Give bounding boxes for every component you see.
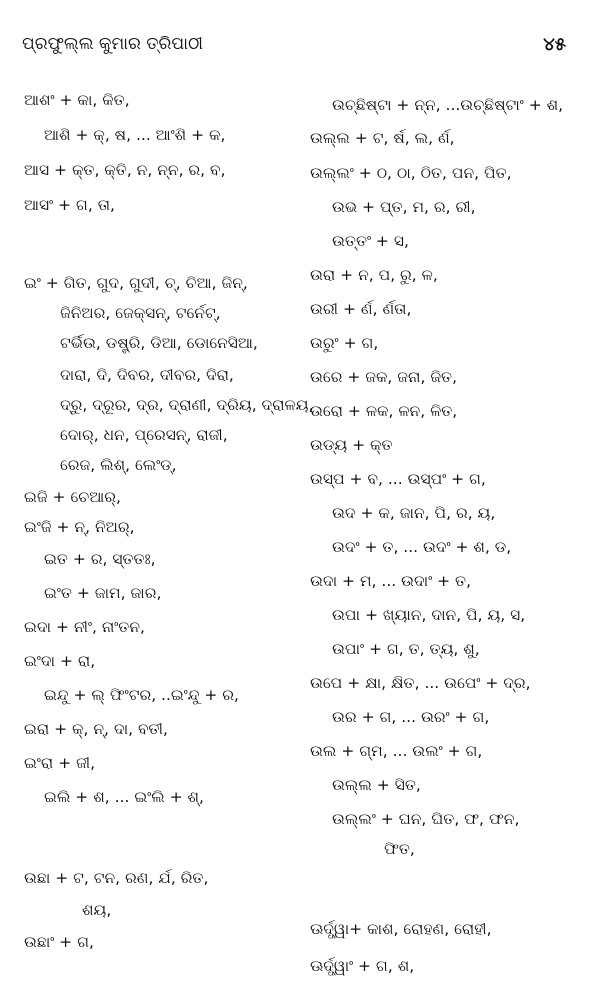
entry-line: ଉରେ + ଜକ, ଜନା, ଜିତ,	[310, 368, 458, 386]
entry-line: ଜିନିଅର, ଜେକ୍ସନ୍, ଟର୍ନେଟ୍,	[60, 304, 221, 322]
entry-line: ଉତ୍ତଂ + ସ,	[332, 232, 409, 250]
entry-line: ଫିତ,	[384, 840, 415, 858]
entry-line: ଇଦା + ନୀଂ, ନାଂତନ,	[24, 618, 145, 636]
entry-line: ଇଲି + ଶ, ... ଇଂଲି + ଶ୍,	[44, 788, 204, 806]
entry-line: ଉଛା + ଟ, ଟନ, ରଣ, ର୍ଯ, ରିତ,	[24, 869, 209, 887]
entry-line: ଉରୁଂ + ଗ,	[310, 334, 379, 352]
entry-line: ଊର୍ଦ୍ଧ୍ୱାଂ + ଗ, ଶ,	[310, 957, 415, 975]
entry-line: ଆସ + କ୍ତ, କ୍ତି, ନ, ନ୍ନ, ର, ବ,	[24, 161, 226, 179]
entry-line: ଉପା + ଖ୍ୟାନ, ଦାନ, ପି, ୟ, ସ,	[332, 606, 526, 624]
entry-line: ଇଂଜି + ନ୍, ନିଅର୍,	[24, 518, 135, 536]
entry-line: ଊର୍ଦ୍ଧ୍ୱା+ କାଶ, ରୋହଣ, ରୋହୀ,	[310, 920, 492, 938]
entry-line: ଆଶି + କ୍, ଷ, ... ଆଂଶି + କ,	[44, 126, 226, 144]
entry-line: ଶୟ,	[82, 901, 112, 919]
entry-line: ଇଂରା + ଜୀ,	[24, 754, 96, 772]
entry-line: ଉଭ + ପ୍ତ, ମ, ର, ରୀ,	[332, 198, 476, 216]
entry-line: ଉଲ୍ଲଂ + ଘନ, ଘିତ, ଫ, ଫନ,	[332, 810, 520, 828]
entry-line: ଉରୀ + ର୍ଣ, ର୍ଣତା,	[310, 300, 412, 318]
entry-line: ଉସ୍ପ + ବ, ... ଉସ୍ପଂ + ଗ,	[310, 470, 486, 488]
entry-line: ଦ୍ରୁ, ଦ୍ରୂର, ଦ୍ର, ଦ୍ରାଣୀ, ଦ୍ରିୟ, ଦ୍ରାଳୟ,	[60, 396, 314, 414]
entry-line: ଉଲ୍ଲ + ସିତ,	[332, 776, 421, 794]
entry-line: ଦୋର୍, ଧନ, ପ୍ରେସନ୍, ରାଜୀ,	[60, 426, 228, 444]
entry-line: ଉଛାଂ + ଗ,	[24, 933, 94, 951]
page-header	[0, 34, 600, 64]
entry-line: ଆସଂ + ଗ, ତା,	[24, 196, 115, 214]
entry-line: ଇତ + ର, ସ୍ତତଃ,	[44, 550, 156, 568]
entry-line: ଉଦ + କ, ଜାନ, ପି, ର, ୟ,	[332, 504, 496, 522]
entry-line: ଇନ୍ଦୁ + ଲ୍ ଫିଂଟର, ..ଇଂନ୍ଦୁ + ର,	[44, 686, 239, 704]
entry-line: ଉପାଂ + ଗ, ତ, ତ୍ୟ, ଶୁ,	[332, 640, 480, 658]
entry-line: ଉଡ୍ୟ + କ୍ତ	[310, 436, 393, 454]
entry-line: ଟର୍ଭିଉ, ଡଷ୍ଟ୍ରି, ଡିଆ, ଡୋନେସିଆ,	[60, 334, 258, 352]
entry-line: ଉଚ୍ଛିଷ୍ଟା + ନ୍ନ, ...ଉଚ୍ଛିଷ୍ଟାଂ + ଶ,	[332, 96, 564, 114]
entry-line: ଉରୋ + ଳକ, ଳନ, ଳିତ,	[310, 402, 458, 420]
entry-line: ଉଦା + ମ, ... ଉଦାଂ + ତ,	[310, 572, 472, 590]
entry-line: ଆଶଂ + କା, କିତ,	[24, 91, 130, 109]
running-title: ପ୍ରଫୁଲ୍ଲ କୁମାର ତ୍ରିପାଠୀ	[22, 34, 203, 54]
entry-line: ଇରା + କ୍, ନ୍, ଦା, ବତୀ,	[24, 720, 168, 738]
entry-line: ଇଂତ + ଜାମ, ଜାର,	[44, 584, 162, 602]
entry-line: ଇଜି + ଚେଆର୍,	[24, 488, 121, 506]
entry-line: ଉଲ + ଗ୍ମ, ... ଉଲଂ + ଗ,	[310, 742, 483, 760]
entry-line: ଉର + ଗ, ... ଉରଂ + ଗ,	[332, 708, 490, 726]
entry-line: ଇଂ + ଗିତ, ଗୁଦ, ଗୁଦୀ, ଚ୍, ଚିଆ, ଜିନ୍,	[24, 274, 248, 292]
page-number: ୪୫	[543, 34, 566, 55]
entry-line: ଉପେ + କ୍ଷା, କ୍ଷିତ, ... ଉପେଂ + ଦ୍ର,	[310, 674, 531, 692]
entry-line: ଦାରା, ଦି, ଦିବର, ଦୀବର, ଦିରା,	[60, 366, 234, 384]
entry-line: ରେଜ, ଲିଶ୍, ଲେଂଡ୍,	[60, 456, 177, 474]
entry-line: ଉରା + ନ, ପ, ରୁ, ଳ,	[310, 266, 438, 284]
entry-line: ଇଂଦା + ରା,	[24, 652, 96, 670]
entry-line: ଉଦଂ + ତ, ... ଉଦଂ + ଶ, ଡ,	[332, 538, 512, 556]
entry-line: ଉଲ୍ଲ + ଟ, ର୍ଷ, ଲ, ର୍ଣ,	[310, 129, 455, 147]
entry-line: ଉଲ୍ଲଂ + ଠ, ଠା, ଠିତ, ପନ, ପିତ,	[310, 164, 512, 182]
